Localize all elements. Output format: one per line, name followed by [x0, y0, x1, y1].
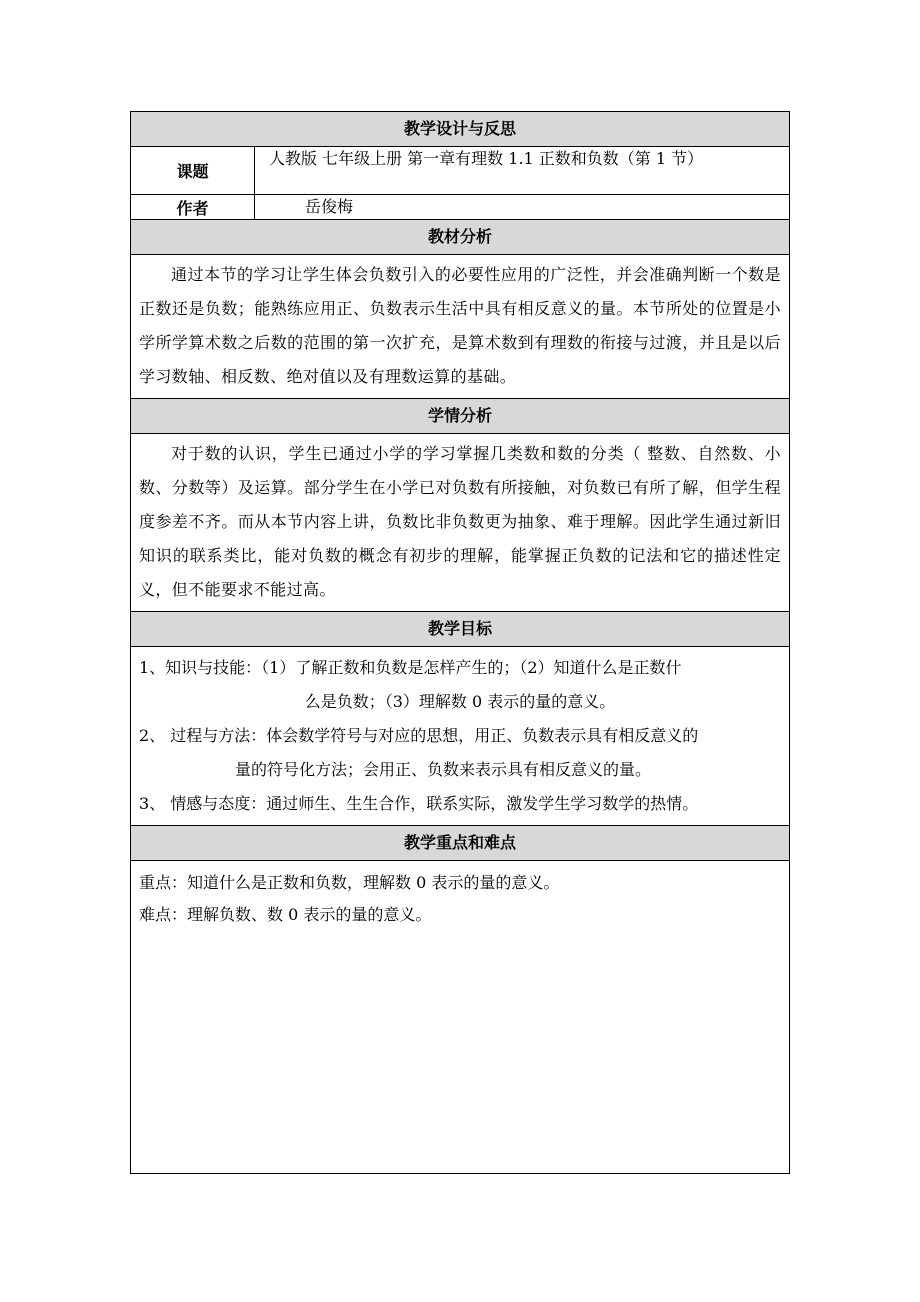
student-analysis-heading: 学情分析 — [131, 399, 790, 434]
key-points-heading: 教学重点和难点 — [131, 826, 790, 861]
goal-2-line-1: 2、 过程与方法：体会数学符号与对应的思想，用正、负数表示具有相反意义的 — [139, 726, 699, 745]
material-analysis-heading: 教材分析 — [131, 220, 790, 255]
lesson-plan-table — [130, 111, 790, 1174]
key-point-focus: 重点：知道什么是正数和负数，理解数 0 表示的量的意义。 — [139, 873, 560, 892]
material-analysis-cell — [131, 255, 790, 399]
key-point-difficulty: 难点：理解负数、数 0 表示的量的意义。 — [139, 905, 432, 924]
document-title: 教学设计与反思 — [131, 112, 790, 147]
goals-heading: 教学目标 — [131, 612, 790, 647]
goal-2-line-2: 量的符号化方法；会用正、负数来表示具有相反意义的量。 — [235, 760, 652, 779]
student-analysis-text: 对于数的认识，学生已通过小学的学习掌握几类数和数的分类（ 整数、自然数、小数、分数等）及运算。部分学生在小学已对负数有所接触，对负数已有所了解，但学生程度参差不齐。而从本节内容上讲，负数比非负数更为抽象、难于理解。因此学生通过新旧知识的联系类比，能对负数的概念有初步的理解，能掌握正负数的记法和它的描述性定义，但不能要求不能过高。 — [139, 444, 782, 599]
author-value: 岳俊梅 — [255, 195, 790, 220]
author-label: 作者 — [131, 195, 255, 220]
material-analysis-text: 通过本节的学习让学生体会负数引入的必要性应用的广泛性，并会准确判断一个数是正数还是负数；能熟练应用正、负数表示生活中具有相反意义的量。本节所处的位置是小学所学算术数之后数的范围的第一次扩充，是算术数到有理数的衔接与过渡，并且是以后学习数轴、相反数、绝对值以及有理数运算的基础。 — [139, 265, 782, 386]
key-points-cell — [131, 861, 790, 1174]
topic-value: 人教版 七年级上册 第一章有理数 1.1 正数和负数（第 1 节） — [255, 147, 790, 195]
topic-label: 课题 — [131, 147, 255, 195]
goals-cell — [131, 647, 790, 826]
goal-1-line-1: 1、知识与技能：（1）了解正数和负数是怎样产生的；（2）知道什么是正数什 — [139, 658, 682, 677]
goal-3: 3、 情感与态度：通过师生、生生合作，联系实际，激发学生学习数学的热情。 — [139, 794, 699, 813]
goal-1-line-2: 么是负数；（3）理解数 0 表示的量的意义。 — [304, 692, 616, 711]
student-analysis-cell — [131, 434, 790, 612]
